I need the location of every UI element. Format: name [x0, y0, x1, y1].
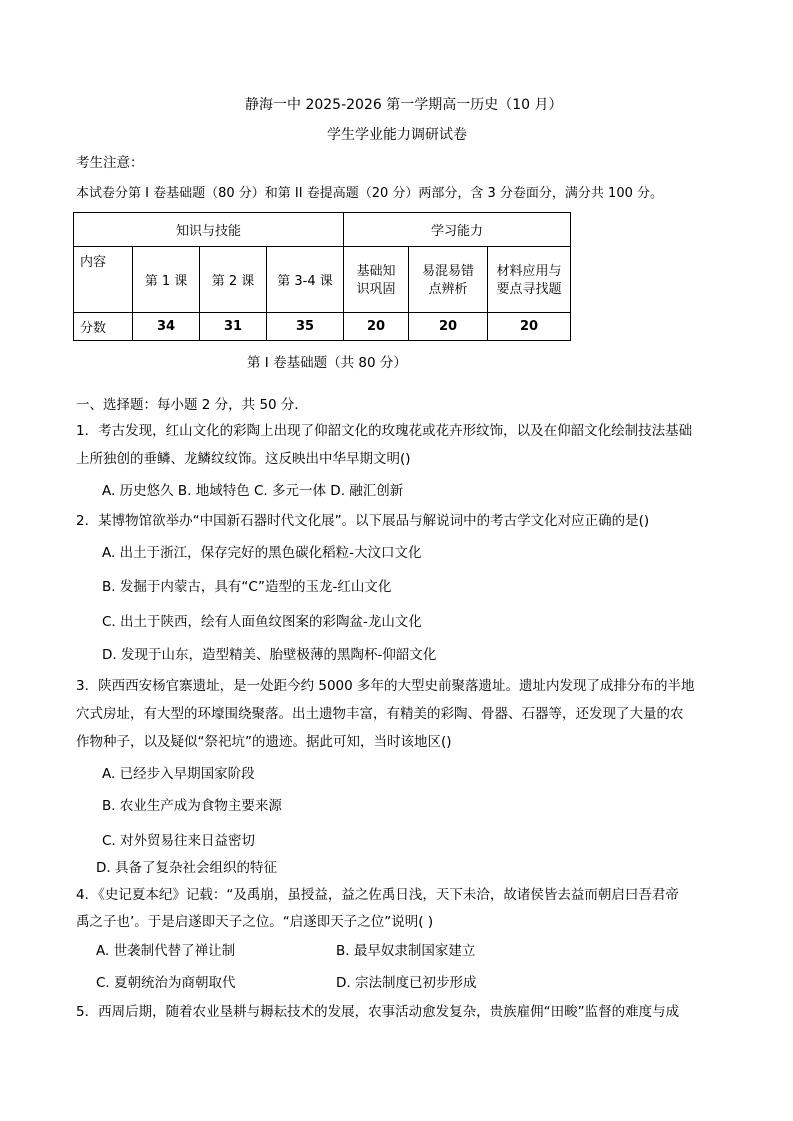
table-header-line: 材料应用与: [496, 263, 562, 279]
question-1-line1: 1．考古发现，红山文化的彩陶上出现了仰韶文化的玫瑰花或花卉形纹饰，以及在仰韶文化绘制技法基础: [76, 423, 693, 439]
question-3-option-d: D. 具备了复杂社会组织的特征: [96, 860, 277, 876]
table-group-ability: 学习能力: [344, 213, 571, 247]
exam-subtitle: 学生学业能力调研试卷: [327, 127, 467, 143]
table-score-cell: 20: [409, 313, 488, 341]
table-header-cell: 第 1 课: [133, 247, 200, 313]
table-header-cell: [488, 247, 571, 313]
table-score-cell: 31: [200, 313, 267, 341]
question-3-option-b: B. 农业生产成为食物主要来源: [102, 798, 282, 814]
question-4-option-d: D. 宗法制度已初步形成: [336, 975, 477, 991]
question-3-option-c: C. 对外贸易往来日益密切: [102, 833, 256, 849]
question-4-option-c: C. 夏朝统治为商朝取代: [96, 975, 236, 991]
part-heading: 一、选择题：每小题 2 分，共 50 分．: [76, 397, 308, 413]
table-header-line: 易混易错: [421, 263, 474, 279]
table-score-cell: 20: [488, 313, 571, 341]
table-header-cell: [344, 247, 409, 313]
table-header-cell: 第 3-4 课: [267, 247, 344, 313]
notice-label: 考生注意：: [76, 155, 144, 171]
table-header-line: 点辨析: [428, 281, 468, 297]
question-2-line1: 2．某博物馆欲举办“中国新石器时代文化展”。以下展品与解说词中的考古学文化对应正确的是(): [76, 513, 650, 529]
question-4-line1: 4．《史记夏本纪》记载：“及禹崩，虽授益，益之佐禹日浅，天下未洽，故诸侯皆去益而朝启曰吾君帝: [76, 887, 679, 903]
table-row-label-content: 内容: [74, 247, 133, 313]
question-2-option-b: B. 发掘于内蒙古，具有“C”造型的玉龙-红山文化: [102, 579, 392, 595]
table-header-cell: 第 2 课: [200, 247, 267, 313]
notice-text: 本试卷分第 I 卷基础题（80 分）和第 II 卷提高题（20 分）两部分，含 3 分卷面分，满分共 100 分。: [76, 186, 663, 201]
question-4-line2: 禹之子也’。于是启遂即天子之位。“启遂即天子之位”说明( ): [76, 914, 434, 930]
table-header-line: 基础知: [356, 263, 396, 279]
question-3-line2: 穴式房址，有大型的环壕围绕聚落。出土遗物丰富，有精美的彩陶、骨器、石器等，还发现了大量的农: [76, 706, 684, 722]
table-header-line: 要点寻找题: [496, 281, 562, 297]
question-4-option-a: A. 世袭制代替了禅让制: [96, 943, 236, 959]
question-1-line2: 上所独创的垂鳞、龙鳞纹纹饰。这反映出中华早期文明(): [76, 451, 411, 467]
question-4-option-b: B. 最早奴隶制国家建立: [336, 943, 476, 959]
table-header-cell: [409, 247, 488, 313]
question-1-options: A. 历史悠久 B. 地域特色 C. 多元一体 D. 融汇创新: [102, 483, 404, 499]
exam-title: 静海一中 2025-2026 第一学期高一历史（10 月）: [245, 97, 563, 113]
table-row-label-score: 分数: [74, 313, 133, 341]
question-2-option-a: A. 出土于浙江，保存完好的黑色碳化稻粒-大汶口文化: [102, 545, 422, 561]
question-3-line1: 3．陕西西安杨官寨遗址，是一处距今约 5000 多年的大型史前聚落遗址。遗址内发现了成排分布的半地: [76, 678, 695, 694]
question-2-option-c: C. 出土于陕西，绘有人面鱼纹图案的彩陶盆-龙山文化: [102, 614, 422, 630]
question-2-option-d: D. 发现于山东，造型精美、胎壁极薄的黑陶杯-仰韶文化: [102, 647, 437, 663]
table-group-knowledge: 知识与技能: [74, 213, 344, 247]
score-table: [73, 212, 571, 341]
question-5-line1: 5．西周后期，随着农业垦耕与耨耘技术的发展，农事活动愈发复杂，贵族雇佣“田畯”监督的难度与成: [76, 1004, 680, 1020]
table-score-cell: 34: [133, 313, 200, 341]
section-title: 第 I 卷基础题（共 80 分）: [247, 355, 407, 371]
table-header-line: 识巩固: [356, 281, 396, 297]
question-3-option-a: A. 已经步入早期国家阶段: [102, 766, 255, 782]
table-score-cell: 20: [344, 313, 409, 341]
table-score-cell: 35: [267, 313, 344, 341]
question-3-line3: 作物种子，以及疑似“祭祀坑”的遗迹。据此可知，当时该地区(): [76, 734, 452, 750]
